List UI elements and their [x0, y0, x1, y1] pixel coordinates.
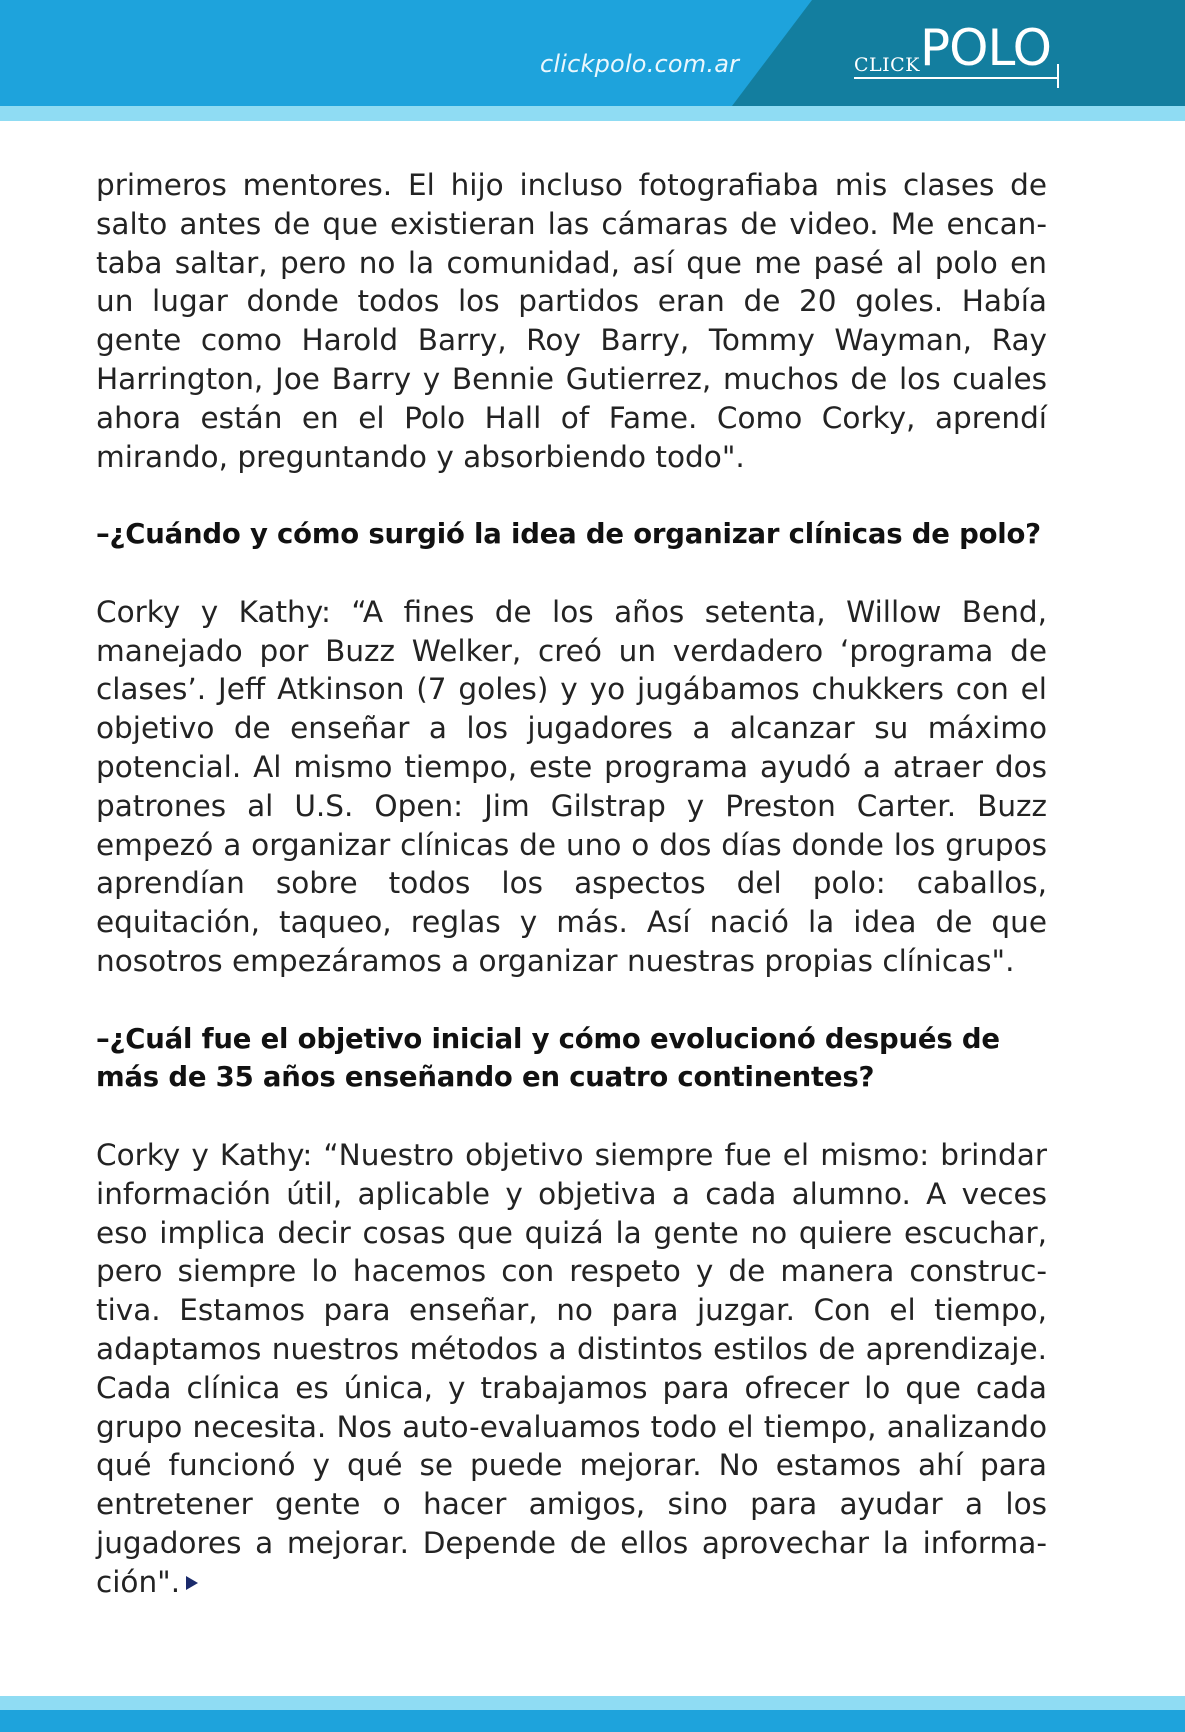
logo-tick	[1057, 64, 1059, 88]
logo-underline	[854, 77, 1058, 79]
article-paragraph-intro: primeros mentores. El hijo incluso fotografiaba mis clases de salto antes de que existieran las cámaras de video. Me encantaba saltar, pero no la comunidad, así que me pasé al polo en un lugar donde todos los partidos eran de 20 goles. Había gente como Harold Barry, Roy Barry, Tommy Wayman, Ray Harrington, Joe Barry y Bennie Gutierrez, muchos de los cuales ahora están en el Polo Hall of Fame. Como Corky, aprendí mirando, preguntando y absorbiendo todo".	[96, 168, 1047, 474]
play-triangle-icon	[186, 1576, 198, 1590]
header-stripe	[0, 106, 1185, 121]
spacer	[96, 1097, 1047, 1136]
footer-stripe	[0, 1696, 1185, 1710]
spacer	[96, 554, 1047, 593]
clickpolo-logo[interactable]	[854, 19, 1064, 94]
logo-click-text: CLICK	[854, 54, 920, 76]
spacer	[96, 981, 1047, 1020]
spacer	[96, 476, 1047, 515]
site-url[interactable]: clickpolo.com.ar	[540, 50, 740, 78]
article-body	[96, 166, 1047, 1601]
interview-answer-2-text: Corky y Kathy: “Nuestro objetivo siempre fue el mismo: brindar información útil, aplicable y objetiva a cada alumno. A veces eso implica decir cosas que quizá la gente no quiere escuchar, pero siempre lo hacemos con respeto y de manera constructiva. Estamos para enseñar, no para juzgar. Con el tiempo, adaptamos nuestros métodos a distintos estilos de aprendizaje. Cada clínica es única, y trabajamos para ofrecer lo que cada grupo necesita. Nos auto-evaluamos todo el tiempo, analizando qué funcionó y qué se puede mejorar. No estamos ahí para entretener gente o hacer amigos, sino para ayudar a los jugadores a mejorar. Depende de ellos aprovechar la información".	[96, 1137, 1047, 1599]
interview-answer-1: Corky y Kathy: “A fines de los años setenta, Willow Bend, manejado por Buzz Welker, creó un verdadero ‘programa de clases’. Jeff Atkinson (7 goles) y yo jugábamos chukkers con el objetivo de enseñar a los jugadores a alcanzar su máximo potencial. Al mismo tiempo, este programa ayudó a atraer dos patrones al U.S. Open: Jim Gilstrap y Preston Carter. Buzz empezó a organizar clínicas de uno o dos días donde los grupos aprendían sobre todos los aspectos del polo: caballos, equitación, taqueo, reglas y más. Así nació la idea de que nosotros empezáramos a organizar nuestras propias clínicas".	[96, 594, 1047, 978]
interview-question-1: –¿Cuándo y cómo surgió la idea de organizar clínicas de polo?	[96, 518, 1041, 551]
logo-polo-text: POLO	[920, 19, 1051, 77]
interview-answer-2	[96, 1136, 1047, 1602]
interview-question-2: –¿Cuál fue el objetivo inicial y cómo evolucionó después de más de 35 años enseñando en cuatro continentes?	[96, 1022, 1000, 1094]
